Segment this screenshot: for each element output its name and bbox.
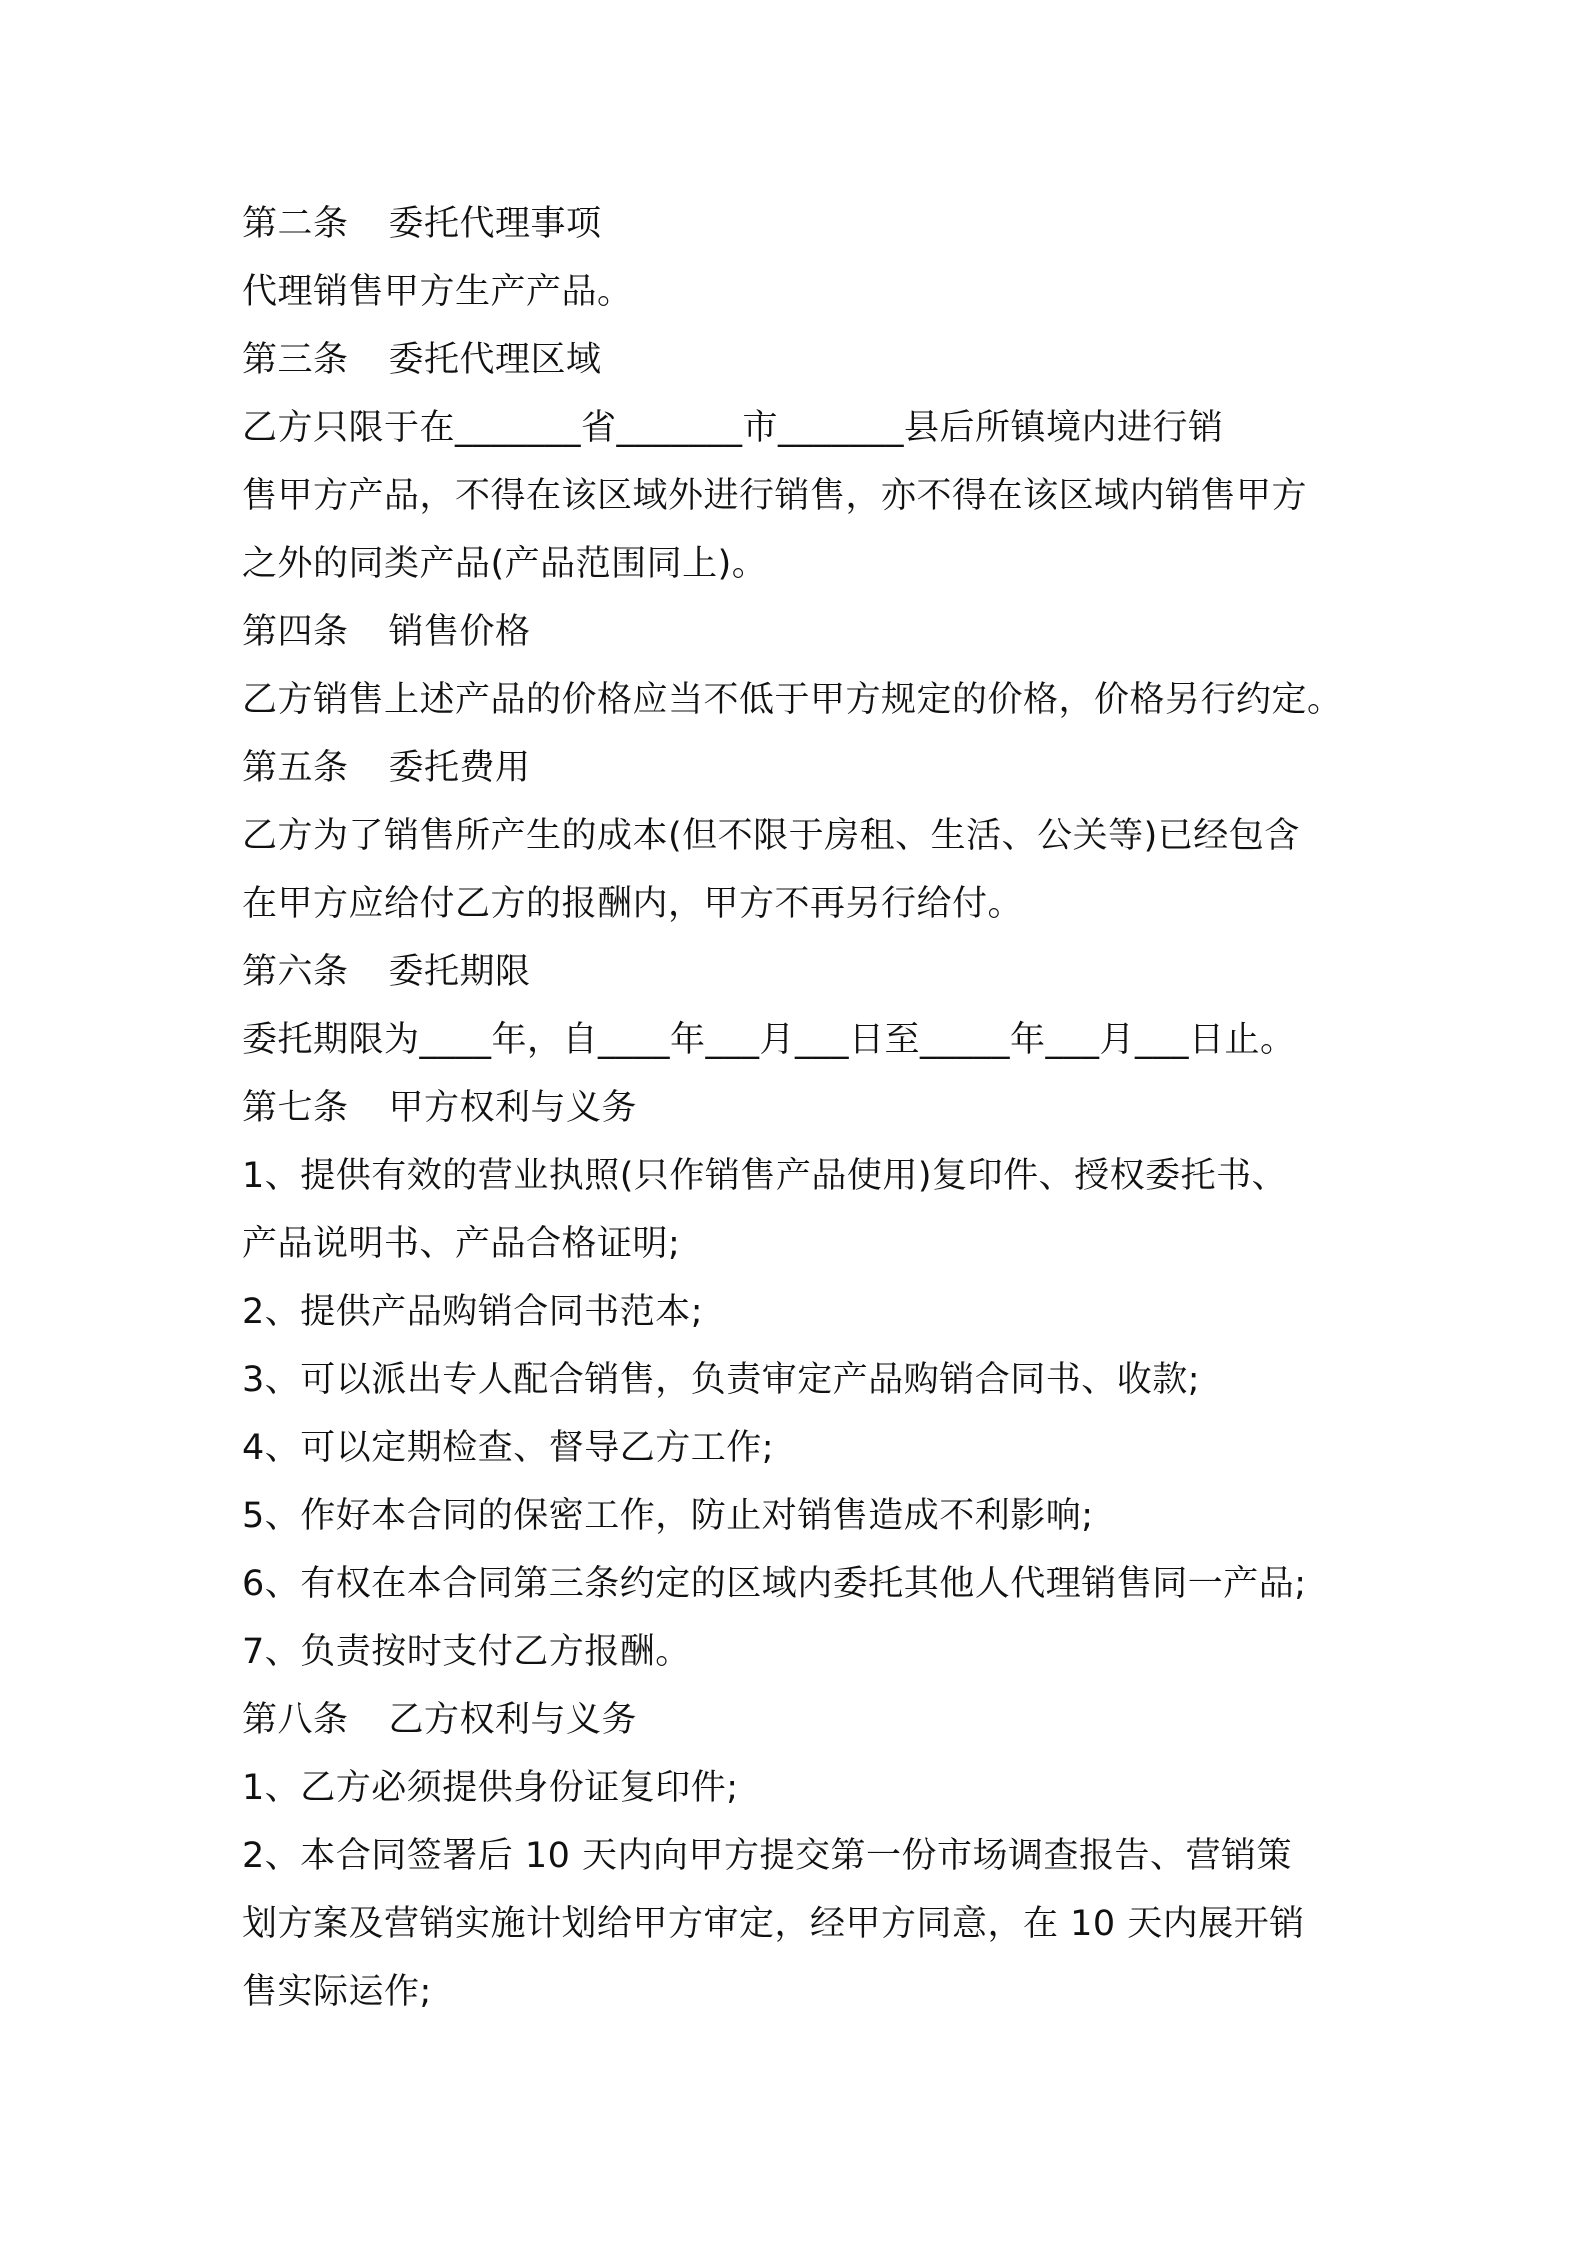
paragraph-line: 乙方销售上述产品的价格应当不低于甲方规定的价格，价格另行约定。 [242,680,1343,720]
paragraph-line: 之外的同类产品(产品范围同上)。 [242,544,768,584]
list-item: 4、可以定期检查、督导乙方工作; [242,1428,775,1468]
paragraph-line: 售实际运作; [242,1972,432,2012]
article-number: 第六条 [242,952,349,992]
article-heading [242,1686,1372,1754]
list-item: 3、可以派出专人配合销售，负责审定产品购销合同书、收款; [242,1360,1201,1400]
article-number: 第三条 [242,340,349,380]
paragraph-line: 委托期限为____年，自____年___月___日至_____年___月___日止。 [242,1020,1296,1060]
article-title: 委托代理区域 [388,340,602,380]
list-item: 1、乙方必须提供身份证复印件; [242,1768,739,1808]
paragraph-line: 划方案及营销实施计划给甲方审定，经甲方同意，在 10 天内展开销 [242,1904,1305,1944]
article-title: 甲方权利与义务 [388,1088,638,1128]
article-number: 第四条 [242,612,349,652]
paragraph-line: 乙方为了销售所产生的成本(但不限于房租、生活、公关等)已经包含 [242,816,1300,856]
article-heading [242,190,1372,258]
article-heading [242,938,1372,1006]
article-heading [242,1074,1372,1142]
paragraph-line: 乙方只限于在_______省_______市_______县后所镇境内进行销 [242,408,1224,448]
article-title: 委托代理事项 [388,204,602,244]
article-title: 委托期限 [388,952,531,992]
paragraph-line: 在甲方应给付乙方的报酬内，甲方不再另行给付。 [242,884,1024,924]
article-title: 乙方权利与义务 [388,1700,638,1740]
article-heading [242,734,1372,802]
article-number: 第二条 [242,204,349,244]
list-item: 5、作好本合同的保密工作，防止对销售造成不利影响; [242,1496,1094,1536]
article-number: 第七条 [242,1088,349,1128]
list-item: 2、本合同签署后 10 天内向甲方提交第一份市场调查报告、营销策 [242,1836,1293,1876]
article-title: 销售价格 [388,612,531,652]
article-heading [242,598,1372,666]
paragraph-line: 代理销售甲方生产产品。 [242,272,633,312]
list-item: 1、提供有效的营业执照(只作销售产品使用)复印件、授权委托书、 [242,1156,1288,1196]
list-item: 7、负责按时支付乙方报酬。 [242,1632,691,1672]
article-number: 第八条 [242,1700,349,1740]
article-title: 委托费用 [388,748,531,788]
article-number: 第五条 [242,748,349,788]
paragraph-line: 售甲方产品，不得在该区域外进行销售，亦不得在该区域内销售甲方 [242,476,1308,516]
document-body [242,190,1372,2026]
list-item: 6、有权在本合同第三条约定的区域内委托其他人代理销售同一产品; [242,1564,1307,1604]
paragraph-line: 产品说明书、产品合格证明; [242,1224,681,1264]
article-heading [242,326,1372,394]
list-item: 2、提供产品购销合同书范本; [242,1292,704,1332]
